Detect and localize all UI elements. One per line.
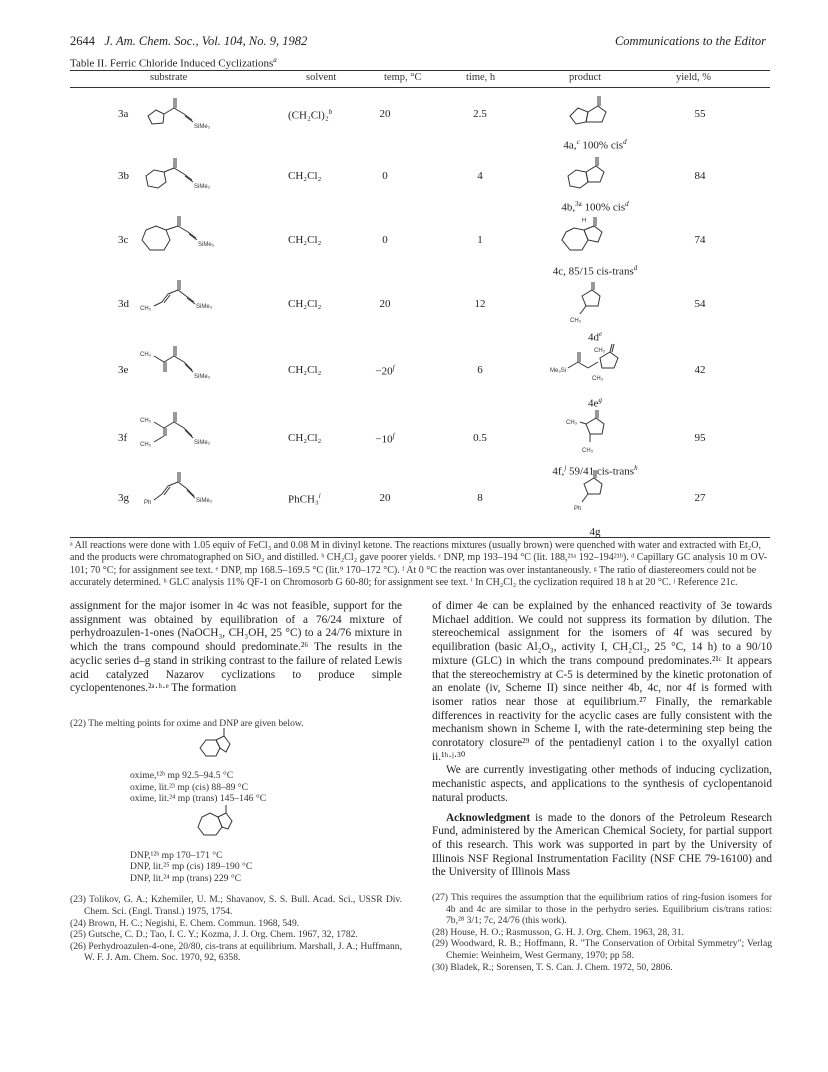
product-note: h xyxy=(634,464,638,472)
table-row xyxy=(0,100,828,160)
journal-citation: J. Am. Chem. Soc., Vol. 104, No. 9, 1982 xyxy=(104,34,308,48)
table-footnotes: ᵃ All reactions were done with 1.05 equiv of FeCl₃ and 0.08 M in divinyl ketone. The reactions mixtures (usually brown) were quenched with water and extracted with Et₂O, and the products were chromatographed on SiO₂ and distilled. ᵇ CH₂Cl₂ gave poorer yields. ᶜ DNP, mp 193–194 °C (lit. 188,²¹ᵃ 192–194²¹ᵇ). ᵈ Capillary GC analysis 10 m OV-101; 70 °C; for assignment see text. ᵉ DNP, mp 168.5–169.5 °C (lit.⁹ 170–172 °C). ᶠ At 0 °C the reaction was over instantaneously. ᵍ The ratio of diastereomers could not be accurately determined. ʰ GLC analysis 11% QF-1 on Chromosorb G 60-80; for assignment see text. ⁱ In CH₂Cl₂ the cyclization required 18 h at 20 °C. ʲ Reference 21c. xyxy=(70,540,768,588)
reference-item: (24) Brown, H. C.; Negishi, E. Chem. Commun. 1968, 549. xyxy=(70,917,300,929)
section-title: Communications to the Editor xyxy=(614,34,766,48)
time: 1 xyxy=(477,234,483,246)
substrate-id: 3d xyxy=(118,298,129,310)
right-column xyxy=(432,600,772,973)
acknowledgment-title: Acknowledgment xyxy=(446,811,531,824)
oxime-line: oxime, lit.²⁴ mp (trans) 145–146 °C xyxy=(130,793,267,805)
ch3-label: CH₃ xyxy=(140,418,152,424)
table-top-rule xyxy=(70,70,770,71)
sime3-label: SiMe₃ xyxy=(194,184,211,190)
solvent-text: PhCH₃ xyxy=(288,493,319,506)
acknowledgment-text: is made to the donors of the Petroleum Research Fund, administered by the American Chemical Society, for partial support of this research. This work was supported in part by the University of Illinois NSF Regional Instrumentation Facility (NSF CHE 79-16100) and the University of Illinois Mass xyxy=(432,811,772,879)
temperature: 20 xyxy=(379,298,391,310)
structure-3c xyxy=(138,216,238,265)
product-text: 4c, 85/15 cis-trans xyxy=(552,265,634,278)
substrate-id: 3e xyxy=(118,364,129,376)
product-sup: 3a xyxy=(575,200,582,208)
acknowledgment xyxy=(432,812,772,881)
temp-text: −10 xyxy=(375,433,393,446)
product-note: d xyxy=(625,200,629,208)
structure-4b xyxy=(566,156,626,199)
yield: 54 xyxy=(694,298,706,310)
ch3-label: CH₃ xyxy=(140,352,152,358)
table-caption xyxy=(70,56,277,70)
dnp-structure xyxy=(196,809,402,850)
page-number: 2644 xyxy=(70,34,95,48)
structure-4d xyxy=(570,282,620,331)
product-text: 4f, xyxy=(552,465,565,478)
temperature xyxy=(340,364,430,378)
me3si-label: Me₃Si xyxy=(550,368,567,374)
time: 12 xyxy=(474,298,486,310)
col-header-product: product xyxy=(569,72,602,83)
temperature: 20 xyxy=(379,108,391,120)
col-header-substrate: substrate xyxy=(150,72,188,83)
body-paragraph: assignment for the major isomer in 4c was not feasible, support for the assignment was obtained by equilibration of a 76/24 mixture of perhydroazulen-1-ones (NaOCH₃, CH₃OH, 25 °C) to a 24/76 mixture in which the trans compound should predominate.²⁶ The results in the acyclic series d–g stand in striking contrast to the failure of related Lewis acid catalyzed Nazarov cyclizations to produce simple cyclopentenones.²ᵃ·ʰ·ᵉ The formation xyxy=(70,600,402,695)
solvent: CH₂Cl₂ xyxy=(288,234,322,246)
product-tail: 59/41 cis-trans xyxy=(566,465,635,478)
ch3-label-2: CH₃ xyxy=(592,376,604,382)
structure-4g xyxy=(572,470,622,525)
col-header-temp: temp, °C xyxy=(384,72,422,83)
time: 8 xyxy=(477,492,483,504)
table-row xyxy=(0,484,828,544)
product-note: g xyxy=(598,396,602,404)
product-label xyxy=(530,264,660,278)
reference-item: (30) Bladek, R.; Sorensen, T. S. Can. J. Chem. 1972, 50, 2806. xyxy=(432,961,673,973)
sime3-label: SiMe₃ xyxy=(194,374,211,380)
temp-sup: f xyxy=(392,364,395,372)
yield: 55 xyxy=(694,108,706,120)
ch3-label-2: CH₃ xyxy=(582,448,594,454)
structure-3d xyxy=(138,280,238,329)
product-text: 4b, xyxy=(561,201,576,214)
dnp-line: DNP, lit.²⁴ mp (trans) 229 °C xyxy=(130,872,242,884)
solvent: CH₂Cl₂ xyxy=(288,170,322,182)
reference-item: (26) Perhydroazulen-4-one, 20/80, cis-trans at equilibrium. Marshall, J. A.; Huffmann, W. F. J. Am. Chem. Soc. 1970, 92, 6358. xyxy=(70,940,402,964)
product-label xyxy=(530,396,660,410)
structure-3e xyxy=(138,344,238,395)
solvent-text: (CH₂Cl)₂ xyxy=(288,109,329,122)
solvent-sup: b xyxy=(328,108,333,116)
structure-4c xyxy=(560,216,630,265)
yield: 74 xyxy=(694,234,706,246)
time: 2.5 xyxy=(473,108,487,120)
product-text: 4a, xyxy=(563,139,577,152)
product-text: 4d xyxy=(587,331,599,344)
solvent: CH₂Cl₂ xyxy=(288,432,322,444)
product-text: 4e xyxy=(588,397,599,410)
sime3-label: SiMe₃ xyxy=(198,242,215,248)
oxime-line: oxime,¹²ᵇ mp 92.5–94.5 °C xyxy=(130,770,234,782)
temperature: 0 xyxy=(382,170,388,182)
sime3-label: SiMe₃ xyxy=(194,124,211,130)
dnp-data xyxy=(70,850,402,885)
table-header-rule xyxy=(70,87,770,88)
col-header-solvent: solvent xyxy=(306,72,337,83)
time: 4 xyxy=(477,170,483,182)
body-paragraph: We are currently investigating other methods of inducing cyclization, mechanistic aspects, and applications to the synthesis of cyclopentanoid natural products. xyxy=(432,764,772,804)
table-row xyxy=(0,218,828,286)
yield: 95 xyxy=(694,432,706,444)
product-tail: 100% cis xyxy=(581,201,626,214)
solvent: CH₂Cl₂ xyxy=(288,364,322,376)
yield: 42 xyxy=(694,364,706,376)
oxime-line: oxime, lit.²³ mp (cis) 88–89 °C xyxy=(130,781,249,793)
time: 0.5 xyxy=(473,432,487,444)
product-note: e xyxy=(598,330,603,338)
reference-list xyxy=(70,894,402,964)
sime3-label: SiMe₃ xyxy=(196,304,213,310)
structure-4a xyxy=(566,94,626,137)
col-header-time: time, h xyxy=(466,72,496,83)
oxime-structure xyxy=(198,734,402,771)
reference-item: (25) Gutsche, C. D.; Tao, I. C. Y.; Kozma, J. J. Org. Chem. 1967, 32, 1782. xyxy=(70,929,358,941)
ch3-label: CH₃ xyxy=(140,306,152,312)
structure-4e xyxy=(550,342,640,397)
reference-list xyxy=(432,892,772,973)
product-label xyxy=(530,138,660,152)
reference-item: (23) Tolikov, G. A.; Kzhemiler, U. M.; Shavanov, S. S. Bull. Acad. Sci., USSR Div. Chem. Sci. (Engl. Transl.) 1975, 1754. xyxy=(70,894,402,918)
product-note: d xyxy=(633,264,638,272)
temp-text: −20 xyxy=(375,365,393,378)
product-sup: c xyxy=(576,138,580,146)
table-row xyxy=(0,290,828,350)
substrate-id: 3c xyxy=(118,234,129,246)
temperature: 0 xyxy=(382,234,388,246)
table-row xyxy=(0,348,828,416)
footnote-22: (22) The melting points for oxime and DNP are given below. xyxy=(70,717,304,729)
structure-4f xyxy=(566,410,626,465)
structure-3b xyxy=(140,156,230,201)
product-label: 4g xyxy=(589,526,601,538)
ph-label: Ph xyxy=(144,500,152,506)
solvent-sup: i xyxy=(318,492,321,500)
structure-3a xyxy=(140,94,230,139)
solvent xyxy=(288,108,332,122)
solvent xyxy=(288,492,321,506)
dnp-line: DNP, lit.²⁵ mp (cis) 189–190 °C xyxy=(130,861,253,873)
reference-item: (28) House, H. O.; Rasmusson, G. H. J. Org. Chem. 1963, 28, 31. xyxy=(432,926,684,938)
table-bottom-rule xyxy=(70,537,770,538)
left-column xyxy=(70,600,402,964)
temperature xyxy=(340,432,430,446)
sime3-label: SiMe₃ xyxy=(196,498,213,504)
sime3-label: SiMe₃ xyxy=(194,440,211,446)
substrate-id: 3b xyxy=(118,170,129,182)
time: 6 xyxy=(477,364,483,376)
body-paragraph: of dimer 4e can be explained by the enhanced reactivity of 3e towards Michael addition. We could not suppress its formation by dilution. The stereochemical assignment for the isomers of 4f was secured by equilibration (basic Al₂O₃, activity I, CH₂Cl₂, 25 °C, 14 h) to a 90/10 mixture (GLC) in which the trans compound predominates.²¹ᶜ It appears that the stereochemistry at C-5 is determined by the kinetic protonation of an enolate (iv, Scheme II) since neither 4b, 4c, nor 4f is formed with isomer ratios near those at equilibrium.²⁷ Finally, the remarkable differences in reactivity for the acyclic cases are fully consistent with the mechanism shown in Scheme I, with the rate-determining step being the conrotatory closure²⁹ of the pentadienyl cation i to the oxyallyl cation ii.¹ʰ·ʲ·³⁰ xyxy=(432,600,772,763)
product-tail: 100% cis xyxy=(579,139,624,152)
table-row xyxy=(0,162,828,222)
table-row xyxy=(0,418,828,484)
reference-item: (29) Woodward, R. B.; Hoffmann, R. "The Conservation of Orbital Symmetry"; Verlag Chemie: Weinheim, West Germany, 1970; pp 58. xyxy=(432,938,772,962)
ch3-label: CH₃ xyxy=(570,318,582,324)
structure-3f xyxy=(138,410,238,461)
product-note: d xyxy=(623,138,627,146)
dnp-line: DNP,¹²ᵇ mp 170–171 °C xyxy=(130,849,223,861)
table-caption-sup: a xyxy=(273,56,277,64)
reference-item: (27) This requires the assumption that the equilibrium ratios of ring-fusion isomers for 4b and 4c are similar to those in the perhydro series. Equilibrium cis/trans ratios: 7b,²⁸ 3/1; 7c, 24/76 (this work). xyxy=(432,892,772,927)
structure-3g xyxy=(138,470,238,521)
substrate-id: 3g xyxy=(118,492,129,504)
ch3-label: CH₃ xyxy=(566,420,578,426)
substrate-id: 3f xyxy=(118,432,128,444)
ch3-label-2: CH₃ xyxy=(140,442,152,448)
temperature: 20 xyxy=(379,492,391,504)
yield: 84 xyxy=(694,170,706,182)
col-header-yield: yield, % xyxy=(676,72,711,83)
solvent: CH₂Cl₂ xyxy=(288,298,322,310)
h-label: H xyxy=(582,218,587,224)
ch3-label-3: CH₃ xyxy=(594,348,606,354)
product-sup: j xyxy=(564,464,567,472)
running-header xyxy=(70,34,307,49)
yield: 27 xyxy=(694,492,706,504)
ph-label: Ph xyxy=(574,506,582,512)
substrate-id: 3a xyxy=(118,108,129,120)
table-caption-text: Table II. Ferric Chloride Induced Cyclizations xyxy=(70,57,274,70)
temp-sup: f xyxy=(392,432,395,440)
oxime-data xyxy=(70,770,402,805)
product-label xyxy=(530,200,660,214)
